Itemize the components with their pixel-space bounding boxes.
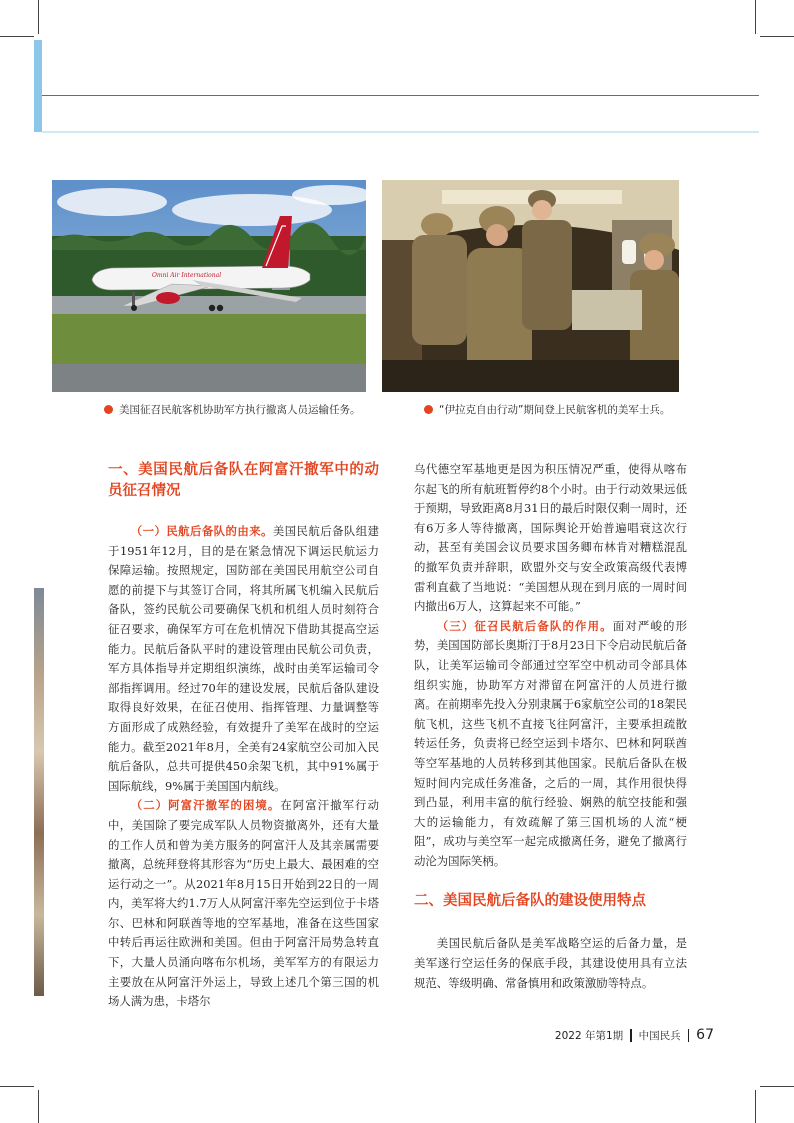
paragraph-text: 美国民航后备队组建于1951年12月，目的是在紧急情况下调运民航运力保障运输。按照规定，国防部在美国民用航空公司自愿的前提下与其签订合同，将其所属飞机编入民航后备队，签约民航公司要确保飞机和机组人员时刻符合征召要求，确保军方可在危机情况下借助其提高空运能力。民航后备队平时的建设管理由民航公司负责，军方具体指导并定期组织演练，战时由美军运输司令部指挥调用。经过70年的建设发展，民航后备队建设取得良好效果，在征召使用、指挥管理、力量调整等方面形成了成熟经验，有效提升了美军在战时的空运能力。截至2021年8月，全美有24家航空公司加入民航后备队，总共可提供450余架飞机，其中91%属于国际航线，9%属于美国国内航线。 bbox=[108, 524, 379, 793]
subsection-title: （二）阿富汗撤军的困境。 bbox=[130, 798, 281, 813]
bullet-dot-icon bbox=[104, 405, 113, 414]
paragraph-origin bbox=[108, 522, 379, 796]
crop-mark bbox=[0, 36, 34, 37]
magazine-name: 中国民兵 bbox=[638, 1029, 681, 1042]
footer-divider bbox=[630, 1029, 632, 1042]
crop-mark bbox=[755, 0, 756, 34]
photo-airliner bbox=[52, 180, 366, 392]
crop-mark bbox=[38, 1090, 39, 1123]
paragraph-role bbox=[414, 617, 687, 872]
caption-text: 美国征召民航客机协助军方执行撤离人员运输任务。 bbox=[119, 404, 361, 416]
photo-caption-right bbox=[424, 402, 670, 417]
header-rule-light bbox=[42, 131, 759, 133]
crop-mark bbox=[760, 1086, 794, 1087]
crop-mark bbox=[755, 1090, 756, 1123]
paragraph-text: 面对严峻的形势，美国国防部长奥斯汀于8月23日下令启动民航后备队，让美军运输司令部通过空军空中机动司令部具体组织实施，协助军方对滞留在阿富汗的人员进行撤离。在前期率先投入分别隶属于6家航空公司的18架民航飞机，这些飞机不直接飞往阿富汗，主要承担疏散转运任务，负责将已经空运到卡塔尔、巴林和阿联酋等空军基地的人员转移到其他国家。民航后备队在极短时间内完成任务准备，之后的一周，其作用很快得到凸显，利用丰富的航行经验、娴熟的航空技能和强大的运输能力，有效疏解了第三国机场的人流“梗阻”，成功与美空军一起完成撤离任务，避免了撤离行动沦为国际笑柄。 bbox=[414, 618, 687, 868]
bullet-dot-icon bbox=[424, 405, 433, 414]
crop-mark bbox=[0, 1086, 34, 1087]
section-heading-1: 一、美国民航后备队在阿富汗撤军中的动员征召情况 bbox=[108, 462, 379, 499]
edge-photo-strip bbox=[34, 588, 44, 996]
page-number: 67 bbox=[696, 1027, 714, 1043]
page-footer bbox=[555, 1027, 714, 1043]
header-accent-bar bbox=[34, 40, 42, 132]
fuselage-lettering: Omni Air International bbox=[152, 272, 222, 279]
caption-text: “伊拉克自由行动”期间登上民航客机的美军士兵。 bbox=[439, 404, 671, 416]
photo-caption-left bbox=[104, 402, 361, 417]
issue-label: 2022 年第1期 bbox=[554, 1029, 624, 1042]
paragraph-features: 美国民航后备队是美军战略空运的后备力量，是美军遂行空运任务的保底手段，其建设使用具有立法规范、等级明确、常备慎用和政策激励等特点。 bbox=[414, 936, 687, 990]
article-column-left bbox=[108, 460, 379, 1012]
header-rule bbox=[42, 95, 759, 96]
section-heading-2: 二、美国民航后备队的建设使用特点 bbox=[414, 893, 646, 910]
photo-soldiers-cabin bbox=[382, 180, 679, 392]
paragraph-dilemma-continued: 乌代德空军基地更是因为积压情况严重，使得从喀布尔起飞的所有航班暂停约8个小时。由于行动效果远低于预期，导致距离8月31日的最后时限仅剩一周时，还有6万多人等待撤离，国际舆论开始普遍唱衰这次行动，甚至有美国会议员要求国务卿布林肯对糟糕混乱的撤军负责并辞职，欧盟外交与安全政策高级代表博雷利直截了当地说：“美国想从现在到月底的一周时间内撤出6万人，这算起来不可能。” bbox=[414, 462, 687, 614]
paragraph-dilemma bbox=[108, 796, 379, 1012]
article-column-right bbox=[414, 460, 687, 993]
paragraph-text: 在阿富汗撤军行动中，美国除了要完成军队人员物资撤离外，还有大量的工作人员和曾为美方服务的阿富汗人及其亲属需要撤离，总统拜登将其形容为“历史上最大、最困难的空运行动之一”。从2021年8月15日开始到22日的一周内，美军将大约1.7万人从阿富汗率先空运到位于卡塔尔、巴林和阿联酋等地的空军基地，准备在这些国家中转后再运往欧洲和美国。但由于阿富汗局势急转直下，大量人员涌向喀布尔机场，美军军方的有限运力主要放在从阿富汗外运上，导致上述几个第三国的机场人满为患，卡塔尔 bbox=[108, 798, 379, 1009]
subsection-title: （一）民航后备队的由来。 bbox=[130, 524, 273, 538]
subsection-title: （三）征召民航后备队的作用。 bbox=[436, 618, 613, 633]
footer-divider bbox=[688, 1029, 690, 1042]
crop-mark bbox=[38, 0, 39, 34]
crop-mark bbox=[760, 36, 794, 37]
